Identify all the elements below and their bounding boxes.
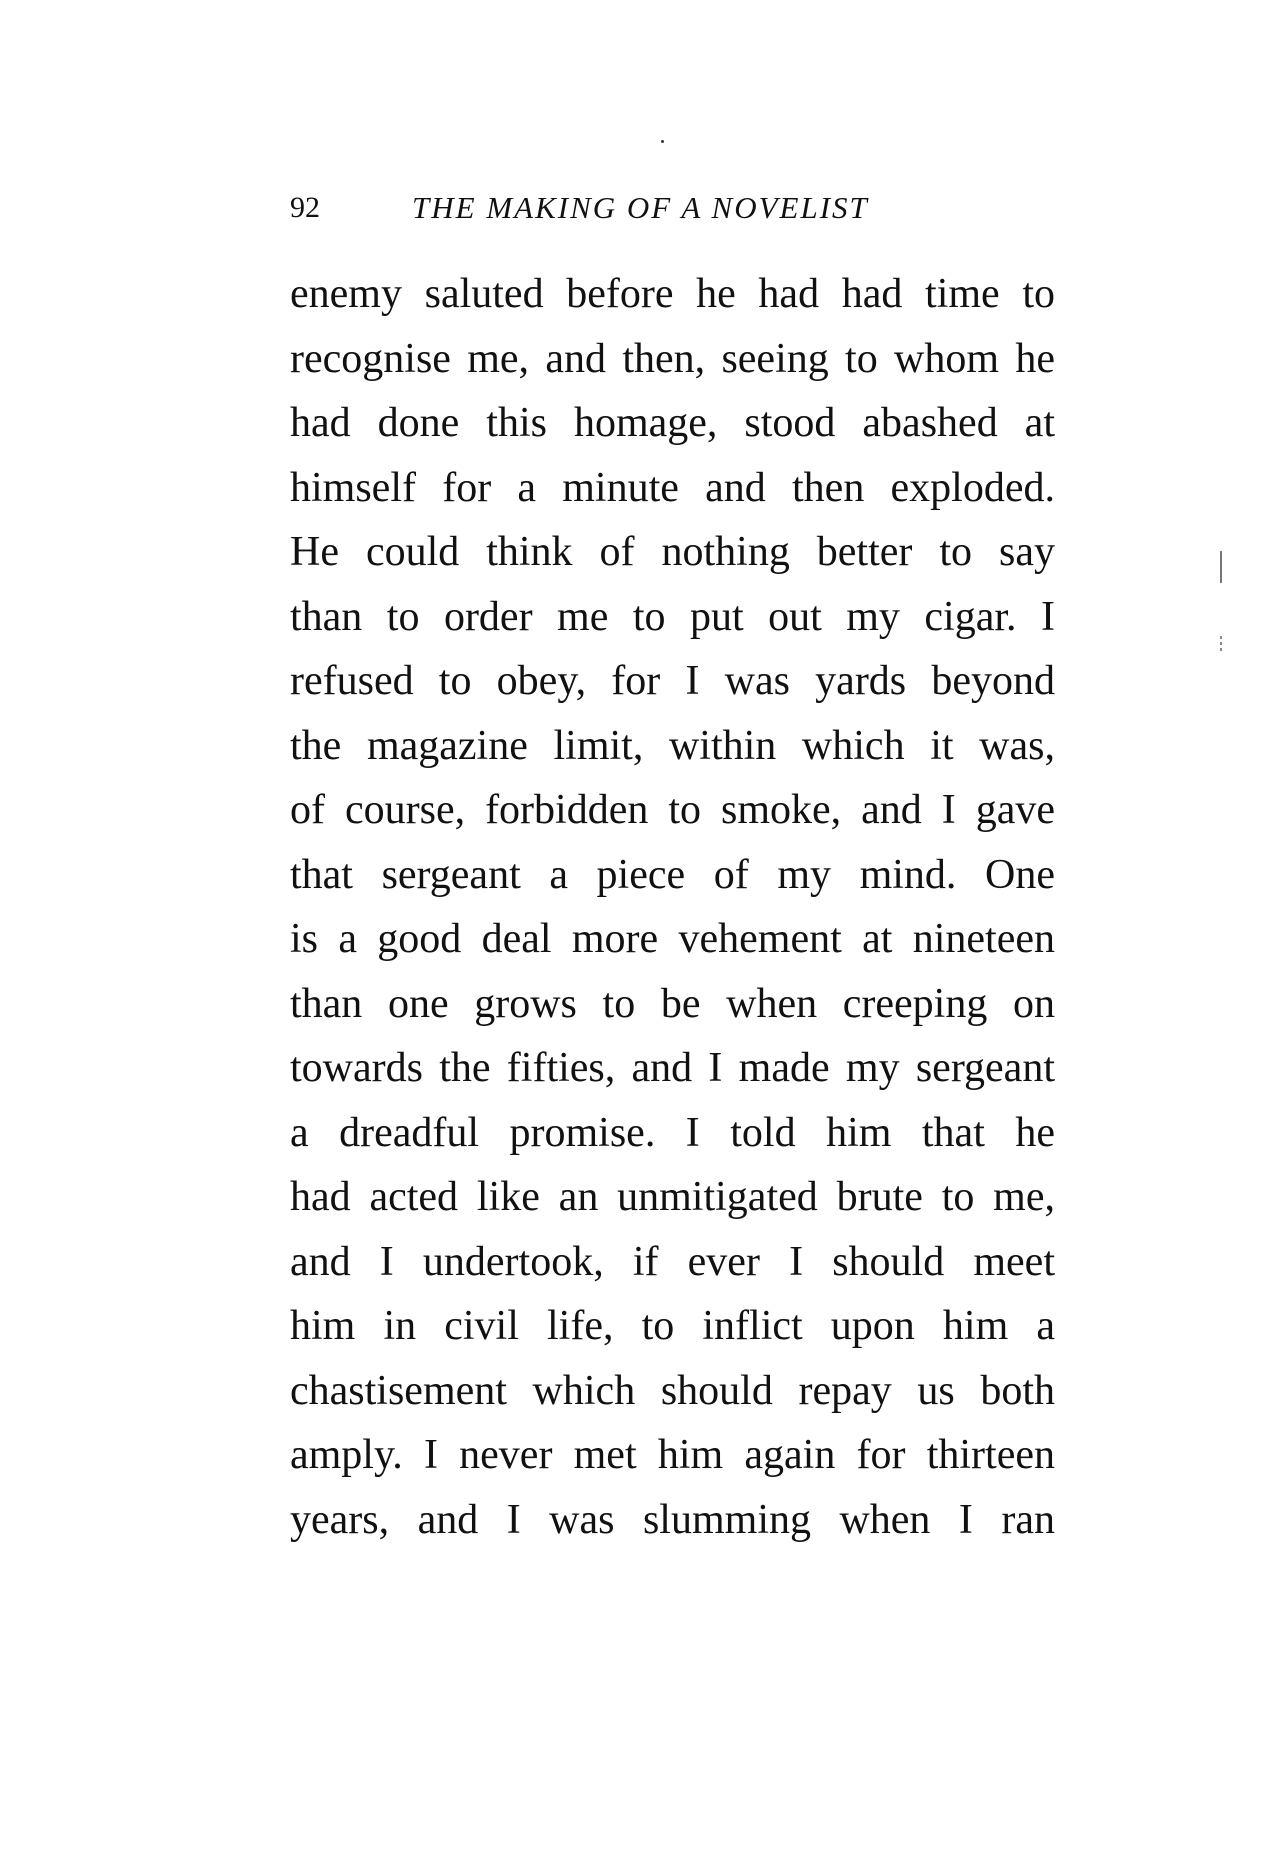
text-line: refused to obey, for I was yards beyond: [290, 658, 1055, 704]
text-line: and I undertook, if ever I should meet: [290, 1238, 1055, 1285]
text-line: He could think of nothing better to say: [290, 529, 1055, 575]
text-line: years, and I was slumming when I ran: [290, 1496, 1055, 1543]
margin-mark-dashed: [1220, 636, 1222, 652]
text-line: recognise me, and then, seeing to whom he: [290, 335, 1055, 382]
text-line: the magazine limit, within which it was,: [290, 722, 1055, 769]
text-line: had acted like an unmitigated brute to me,: [290, 1174, 1055, 1220]
page-header: [290, 186, 1060, 230]
running-title: THE MAKING OF A NOVELIST: [412, 190, 869, 225]
text-line: of course, forbidden to smoke, and I gave: [290, 787, 1055, 833]
text-line: a dreadful promise. I told him that he: [290, 1109, 1055, 1156]
text-line: than one grows to be when creeping on: [290, 980, 1055, 1027]
text-line: towards the fifties, and I made my sergeant: [290, 1045, 1055, 1091]
text-line: himself for a minute and then exploded.: [290, 464, 1055, 511]
text-line: had done this homage, stood abashed at: [290, 400, 1055, 446]
margin-mark: [1220, 551, 1222, 583]
page-number: 92: [290, 191, 320, 224]
stray-ink-dot: [661, 140, 664, 143]
text-line: chastisement which should repay us both: [290, 1367, 1055, 1414]
text-line: is a good deal more vehement at nineteen: [290, 916, 1055, 962]
body-text: [290, 262, 1055, 1552]
text-line: him in civil life, to inflict upon him a: [290, 1303, 1055, 1349]
text-line: amply. I never met him again for thirteen: [290, 1432, 1055, 1478]
text-line: than to order me to put out my cigar. I: [290, 593, 1055, 640]
text-line: that sergeant a piece of my mind. One: [290, 851, 1055, 898]
text-line: enemy saluted before he had had time to: [290, 271, 1055, 317]
